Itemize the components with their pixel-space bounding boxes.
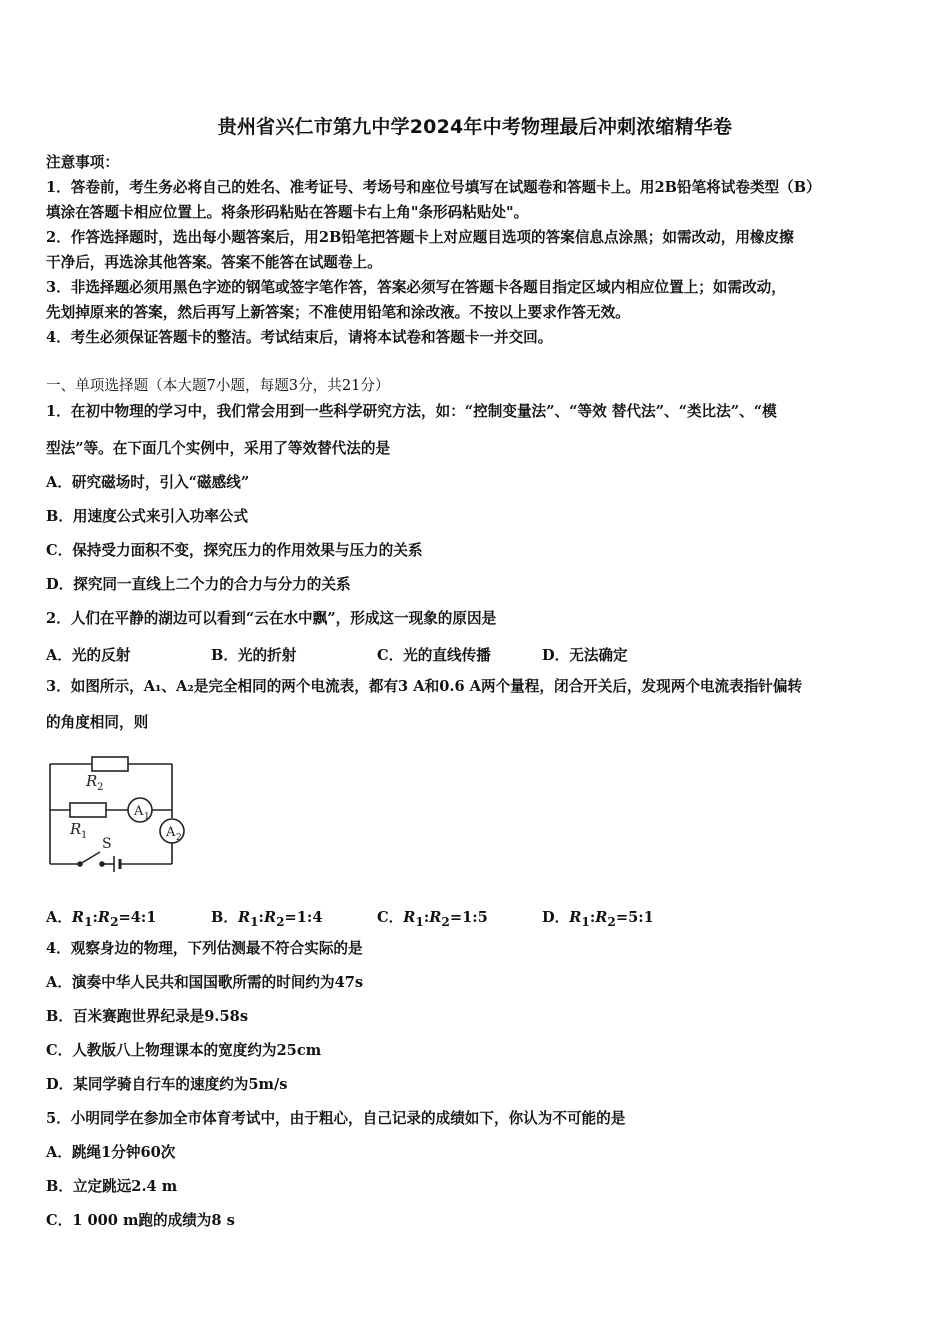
question-1-option-d: D．探究同一直线上二个力的合力与分力的关系	[46, 576, 351, 593]
question-4-option-a: A．演奏中华人民共和国国歌所需的时间约为47s	[46, 974, 364, 991]
label-a1-sub: 1	[144, 812, 150, 822]
question-3-option-d: D．$R_1:R_2=5:1$	[542, 909, 654, 929]
question-2-stem: 2．人们在平静的湖边可以看到“云在水中飘”，形成这一现象的原因是	[46, 610, 497, 627]
question-2-option-d: D．无法确定	[542, 647, 628, 664]
question-3-stem: 3．如图所示，A₁、A₂是完全相同的两个电流表，都有3 A和0.6 A两个量程，闭合开关后，发现两个电流表指针偏转	[46, 678, 803, 695]
resistor-r2	[92, 757, 128, 771]
question-5-stem: 5．小明同学在参加全市体育考试中，由于粗心，自己记录的成绩如下，你认为不可能的是	[46, 1110, 626, 1127]
question-1-option-b: B．用速度公式来引入功率公式	[46, 508, 249, 525]
question-4-option-c: C．人教版八上物理课本的宽度约为25cm	[46, 1042, 322, 1059]
label-switch: S	[102, 836, 112, 852]
question-3-option-b: B．$R_1:R_2=1:4$	[211, 909, 323, 929]
ratio-value: 4:1	[130, 909, 157, 926]
ratio-value: 1:5	[462, 909, 488, 926]
label-a1: A	[134, 804, 144, 819]
label-a2-sub: 2	[176, 833, 182, 843]
notes-line: 4．考生必须保证答题卡的整洁。考试结束后，请将本试卷和答题卡一并交回。	[46, 329, 553, 346]
notes-line: 2．作答选择题时，选出每小题答案后，用2B铅笔把答题卡上对应题目选项的答案信息点涂黑；如需改动，用橡皮擦	[46, 229, 794, 246]
label-r1-sub: 1	[81, 830, 88, 841]
resistor-r1	[70, 803, 106, 817]
ratio-value: 5:1	[628, 909, 654, 926]
question-4-option-d: D．某同学骑自行车的速度约为5m/s	[46, 1076, 288, 1093]
question-1-stem: 1．在初中物理的学习中，我们常会用到一些科学研究方法，如：“控制变量法”、“等效 替代法”、“类比法”、“模	[46, 403, 777, 420]
question-2-option-a: A．光的反射	[46, 647, 131, 664]
circuit-diagram	[42, 748, 192, 878]
label-r2-sub: 2	[97, 782, 104, 793]
label-a2: A	[166, 825, 176, 840]
question-1-option-a: A．研究磁场时，引入“磁感线”	[46, 474, 250, 491]
question-4-option-b: B．百米赛跑世界纪录是9.58s	[46, 1008, 249, 1025]
notes-line: 3．非选择题必须用黑色字迹的钢笔或签字笔作答，答案必须写在答题卡各题目指定区域内相应位置上；如需改动，	[46, 279, 786, 296]
question-2-option-b: B．光的折射	[211, 647, 297, 664]
notes-heading: 注意事项：	[46, 154, 119, 171]
question-1-option-c: C．保持受力面积不变，探究压力的作用效果与压力的关系	[46, 542, 423, 559]
notes-line: 填涂在答题卡相应位置上。将条形码粘贴在答题卡右上角"条形码粘贴处"。	[46, 204, 529, 221]
ratio-value: 1:4	[296, 909, 323, 926]
notes-line: 干净后，再选涂其他答案。答案不能答在试题卷上。	[46, 254, 382, 271]
question-5-option-a: A．跳绳1分钟60次	[46, 1144, 176, 1161]
notes-line: 1．答卷前，考生务必将自己的姓名、准考证号、考场号和座位号填写在试题卷和答题卡上。用2B铅笔将试卷类型（B）	[46, 179, 821, 196]
question-5-option-b: B．立定跳远2.4 m	[46, 1178, 178, 1195]
question-5-option-c: C．1 000 m跑的成绩为8 s	[46, 1212, 235, 1229]
question-4-stem: 4．观察身边的物理，下列估测最不符合实际的是	[46, 940, 363, 957]
page-title: 贵州省兴仁市第九中学2024年中考物理最后冲刺浓缩精华卷	[217, 116, 733, 138]
switch-s	[80, 852, 100, 864]
question-3-stem: 的角度相同，则	[46, 714, 149, 731]
question-3-option-c: C．$R_1:R_2=1:5$	[377, 909, 488, 929]
question-2-option-c: C．光的直线传播	[377, 647, 491, 664]
notes-line: 先划掉原来的答案，然后再写上新答案；不准使用铅笔和涂改液。不按以上要求作答无效。	[46, 304, 630, 321]
label-r1: R	[70, 820, 82, 838]
question-3-option-a: A．$R_1:R_2=4:1$	[46, 909, 157, 929]
section-heading: 一、单项选择题（本大题7小题，每题3分，共21分）	[46, 377, 390, 394]
question-1-stem: 型法”等。在下面几个实例中，采用了等效替代法的是	[46, 440, 391, 457]
label-r2: R	[86, 772, 98, 790]
